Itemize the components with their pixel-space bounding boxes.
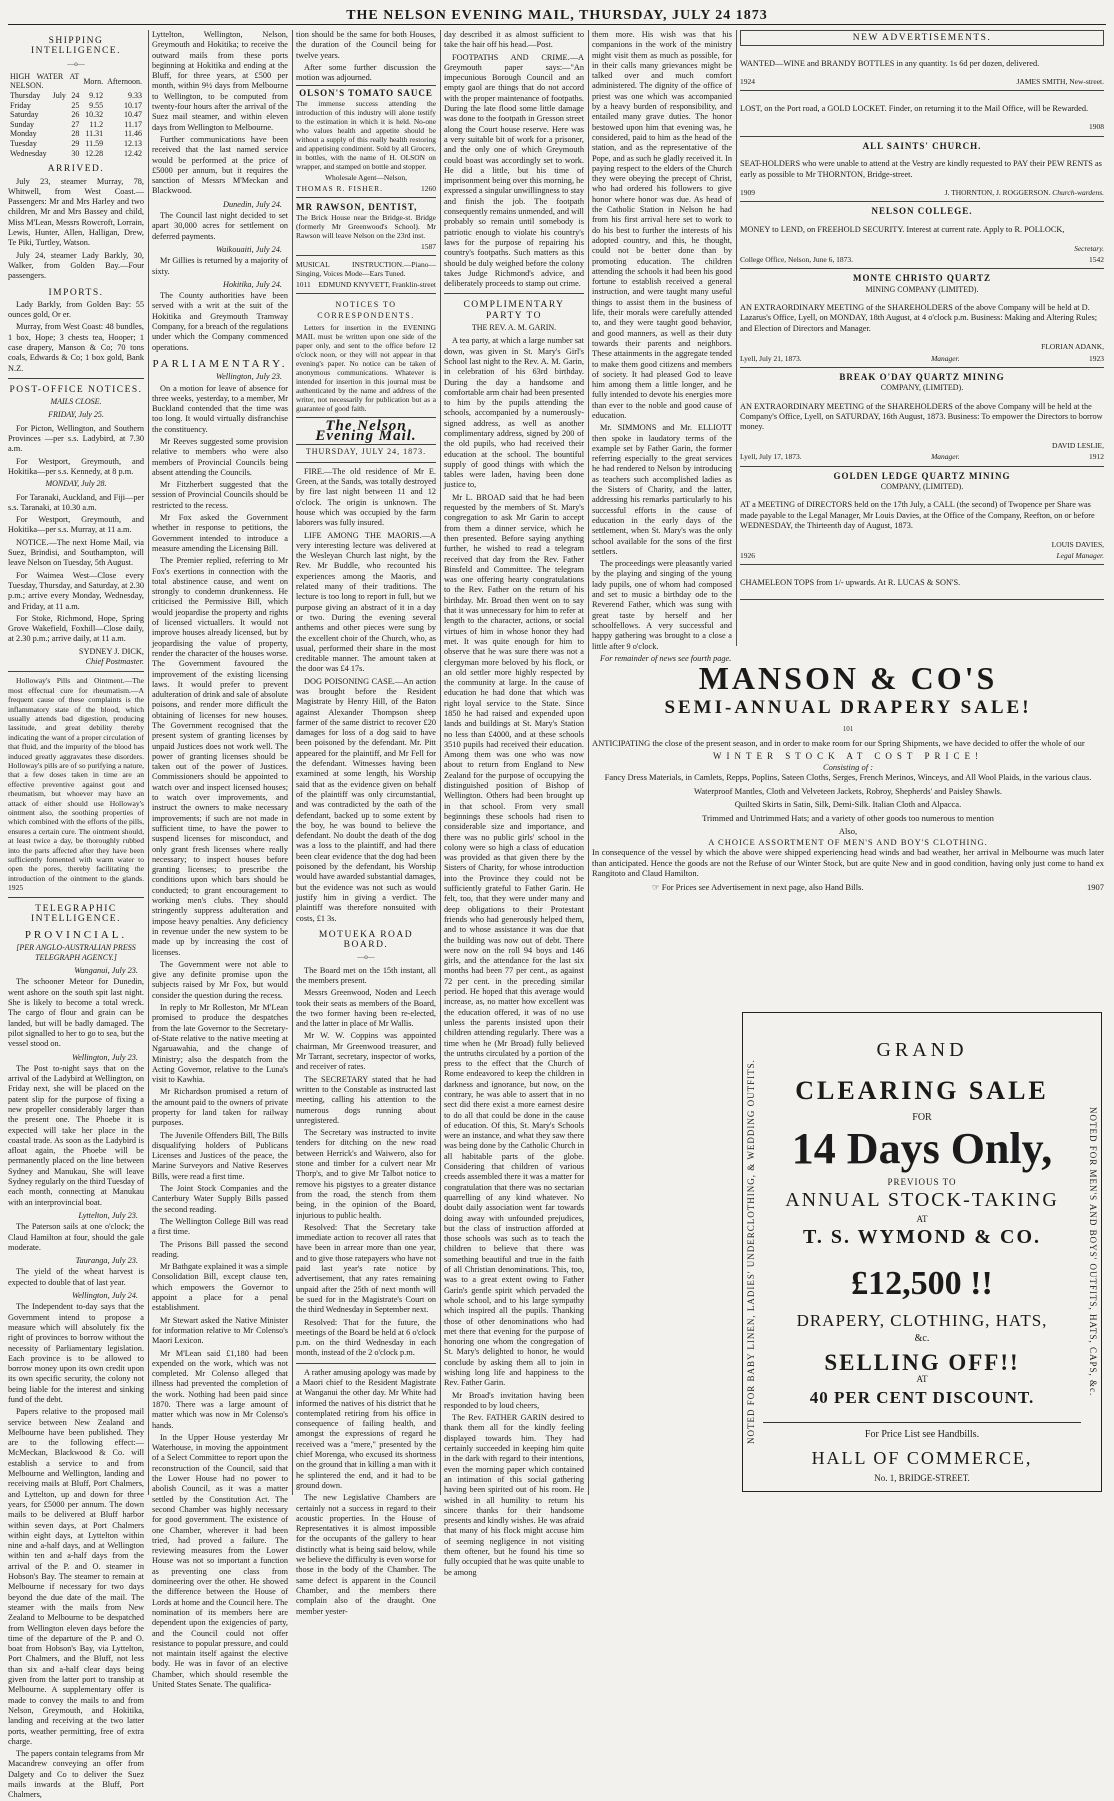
break-title: BREAK O'DAY QUARTZ MINING <box>839 371 1005 382</box>
golden-role: Legal Manager. <box>1056 550 1104 560</box>
tide-row <box>8 129 144 139</box>
wymond-inner <box>763 1013 1081 1491</box>
tide-morn: 9.12 <box>89 91 104 101</box>
rawson-body: The Brick House near the Bridge-st. Bridge (formerly Mr Greenwood's School). Mr Rawson will leave Nelson on the 23rd inst. <box>296 212 436 240</box>
imports-item: Murray, from West Coast: 48 bundles, 1 box, Hope; 3 chests tea, Hooper; 1 case drapery, Manson & Co; 70 tons coals, Edwards & Co; 1 box gold, Bank N.Z. <box>8 322 144 373</box>
article-text: The proceedings were pleasantly varied by the playing and singing of the young lady pupils, one of whom had composed and set to music a birthday ode to the Reverend Father, which was sung with great taste by herself and her schoolfellows. A very successful and happy gathering was brought to a close a little after 9 o'clock. <box>592 559 732 651</box>
remainder-note: For remainder of news see fourth page. <box>600 653 732 663</box>
college-title: NELSON COLLEGE. <box>871 206 973 217</box>
telegram-item: Further communications have been received that the last named service would be performed at the price of £5000 per annum, but it requires the sanction of Messrs M'Meckan and Blackwood. <box>152 134 288 196</box>
monte-role: Manager. <box>931 353 960 363</box>
break-footer-1 <box>740 441 1104 451</box>
shipping-heading: SHIPPING INTELLIGENCE. <box>31 36 121 57</box>
tide-month <box>51 110 69 120</box>
tide-morn: 11.2 <box>89 119 104 129</box>
news-item: FOOTPATHS AND CRIME.—A Greymouth paper says:—"An impecunious Borough Council and an empty gaol are things that do not accord with the proper maintenance of footpaths. During the late flood some little damage was done to the footpath in Gresson street along the Court house reserve. Here was a very suitable bit of work for a prisoner, and the only one of which Greymouth could boast was accordingly set to work. He did a little, but his time of imprisonment being over this morning, he expressed a singular unwillingness to stay and finish the job. The footpath consequently remains unmended, and will probably so remain until somebody is patriotic enough to violate his country's laws for the purpose of repairing his country's footpaths. Such matters as this should be duly weighed before the colony takes Judge Richmond's advice, and deliberately proceeds to stamp out crime. <box>444 52 584 289</box>
divider <box>296 1363 436 1364</box>
wymond-hall: HALL OF COMMERCE, <box>811 1448 1033 1468</box>
post-heading: POST-OFFICE NOTICES. <box>9 384 143 395</box>
break-number: 1912 <box>1089 452 1104 462</box>
tide-morn: 10.32 <box>85 110 104 120</box>
advertisements-column <box>740 30 1104 650</box>
post-subheading: MAILS CLOSE. <box>50 397 102 407</box>
separator: —o— <box>357 953 375 962</box>
telegram-item: The County authorities have been served with a writ at the suit of the Hokitika and Greymouth Tramway Company, for a breach of the regulations under which the Company commenced operations. <box>152 291 288 352</box>
arrived-item: July 23, steamer Murray, 78, Whitwell, from West Coast.—Passengers: Mr and Mrs Harley and two children, Mr and Mrs Bassey and child, Miss M'Lean, Messrs Rowcroft, Lorrain, Lewis, Hunter, Allen, Halligan, Drew, Te Piki, Turtley, Watson. <box>8 176 144 248</box>
chameleon-body: CHAMELEON TOPS from 1/- upwards. At R. LUCAS & SON'S. <box>740 577 961 587</box>
church-title: ALL SAINTS' CHURCH. <box>862 140 982 151</box>
dateline: Lyttelton, July 23. <box>78 1210 138 1220</box>
news-item: FIRE.—The old residence of Mr E. Green, at the Sands, was totally destroyed by fire last night between 11 and 12 o'clock. The origin is unknown. The house which was occupied by the farm laborers was fully insured. <box>296 466 436 528</box>
ads-heading: NEW ADVERTISEMENTS. <box>740 30 1104 46</box>
olson-ad <box>296 85 436 198</box>
manson-footer <box>592 882 1104 893</box>
telegram-item: The Post to-night says that on the arrival of the Ladybird at Wellington, on Friday next, she will be placed on the patent slip for the purpose of fixing a new propeller considerably larger than the present one. The Phoebe it is expected will take her place in the coastal trade. As soon as the Ladybird is afloat again, the Phoebe will be permanently placed on the line between Sydney and Manukau, She will leave Sydney regularly on the third Tuesday of each month, connecting at Manukau with an interprovincial boat. <box>8 1063 144 1207</box>
side-text-right: NOTED FOR MEN'S AND BOYS' OUTFITS, HATS, CAPS, &c. <box>1088 1107 1098 1397</box>
provincial-heading: PROVINCIAL. <box>24 929 128 942</box>
college-ad <box>740 204 1104 269</box>
tide-month <box>51 120 69 130</box>
tide-aft: 11.17 <box>124 119 142 129</box>
tide-aft: 12.42 <box>124 148 142 158</box>
news-item: Resolved: That for the future, the meetings of the Board be held at 6 o'clock p.m. on the third Wednesday in each month, instead of the 2 o'clock p.m. <box>296 1317 436 1358</box>
divider <box>444 293 584 294</box>
golden-footer-2 <box>740 551 1104 561</box>
manson-subtitle: SEMI-ANNUAL DRAPERY SALE! <box>664 697 1032 718</box>
news-item: The new Legislative Chambers are certainly not a success in regard to their acoustic properties. In the House of Representatives it is almost impossible for the occupants of the gallery to hear distinctly what is being said below, while we believe the difficulty is even worse for those in the body of the Chamber. The same defect is apparent in the Council Chamber, and the members there complain also of the draught. One member yester- <box>296 1493 436 1616</box>
college-place: College Office, Nelson, June 6, 1873. <box>740 254 853 264</box>
manson-prices: For Prices see Advertisement in next page, also Hand Bills. <box>661 881 864 892</box>
tide-table <box>8 72 144 158</box>
arrived-heading: ARRIVED. <box>47 164 105 175</box>
tide-day: Friday <box>10 100 31 110</box>
tide-label: HIGH WATER AT NELSON. <box>10 71 80 91</box>
manson-number: 101 <box>842 725 854 733</box>
rawson-title: MR RAWSON, DENTIST, <box>296 202 418 213</box>
monte-christo-ad <box>740 271 1104 368</box>
golden-subtitle: COMPANY, (LIMITED). <box>880 481 964 491</box>
motueka-heading: MOTUEKA ROAD BOARD. <box>318 929 414 951</box>
manson-line: Fancy Dress Materials, in Camlets, Repps, Poplins, Sateen Cloths, Serges, French Merinos, Winceys, and All Wool Plaids, in the various claus. <box>604 772 1092 782</box>
musical-ad <box>296 258 436 294</box>
post-item: For Stoke, Richmond, Hope, Spring Grove Wakefield, Foxhill—Close daily, at 2.30 p.m.; arrive daily, at 11 a.m. <box>8 613 144 644</box>
column-5 <box>592 30 737 663</box>
side-text-left: NOTED FOR BABY LINEN, LADIES' UNDERCLOTHING, & WEDDING OUTFITS. <box>746 1059 756 1445</box>
tide-day: Sunday <box>10 119 34 129</box>
dateline: Waikouaiti, July 24. <box>215 244 282 254</box>
dateline: Tauranga, July 23. <box>75 1256 138 1266</box>
imports-item: Lady Barkly, from Golden Bay: 55 ounces gold, Or er. <box>8 299 144 320</box>
tide-aft: 11.46 <box>124 129 142 139</box>
telegram-item: The Council last night decided to set apart 30,000 acres for settlement on deferred payments. <box>152 211 288 241</box>
tide-month <box>51 101 69 111</box>
college-footer-1 <box>740 244 1104 254</box>
golden-body: AT a MEETING of DIRECTORS held on the 17th July, a CALL (the second) of Twopence per Share was made payable to the Legal Manager, Mr Louis Davies, at the Office of the Company, Reefton, on or before WEDNESDAY, the Thirteenth day of August, 1873. <box>740 500 1095 531</box>
manson-title: MANSON & CO'S <box>698 660 998 696</box>
tide-aft: 10.47 <box>124 110 142 120</box>
parliament-item: The Wellington College Bill was read a first time. <box>152 1216 288 1237</box>
church-body: SEAT-HOLDERS who were unable to attend at the Vestry are kindly requested to PAY their PEW RENTS as early as possible to Mr THORNTON, Bridge-street. <box>740 159 1102 179</box>
telegram-item: The yield of the wheat harvest is expected to double that of last year. <box>8 1267 144 1287</box>
divider <box>296 462 436 463</box>
telegraph-heading: TELEGRAPHIC INTELLIGENCE. <box>31 903 121 924</box>
church-number: 1909 <box>740 188 755 198</box>
newspaper-nameplate: The Nelson Evening Mail. <box>296 417 436 446</box>
post-item: For Picton, Wellington, and Southern Provinces —per s.s. Ladybird, at 7.30 a.m. <box>8 423 144 454</box>
tide-day: Tuesday <box>10 139 37 149</box>
break-role: Manager. <box>931 452 960 462</box>
manson-line: Trimmed and Untrimmed Hats; and a variety of other goods too numerous to mention <box>702 812 994 823</box>
lost-footer <box>740 122 1104 132</box>
rawson-ad <box>296 200 436 256</box>
post-day: MONDAY, July 28. <box>45 479 107 489</box>
church-ad <box>740 139 1104 203</box>
news-item: The SECRETARY stated that he had written to the Constable as instructed last meeting, calling his attention to the numerous dogs running about unregistered. <box>296 1074 436 1125</box>
telegram-item: The Independent to-day says that the Government intend to propose a measure which will absolutely fix the right of provinces to borrow without the necessity of Parliamentary legislation. Each province is to be allowed to borrow money upon its own credit upon its own specific security, the colony not being liable for the interest and sinking fund of the debt. <box>8 1302 144 1404</box>
break-oday-ad <box>740 370 1104 467</box>
article-text: A tea party, at which a large number sat down, was given in St. Mary's Girl's School last night to the Rev. A. M. Garin, in celebration of his 63rd birthday. During the day a handsome and comfortable arm chair had been presented to him by the pupils attending the schools, accompanied by a numerously-signed address, as well as another complimentary address, signed by 200 of the old pupils, who had received their education at the school. The bountiful supply of good things with which the tables were laden, having been done justice to, <box>444 336 584 490</box>
parliament-item: Mr Fitzherbert suggested that the session of Provincial Councils should be restricted to the recess. <box>152 480 288 510</box>
article-text: Mr Broad's invitation having been responded to by loud cheers, <box>444 1390 584 1410</box>
tide-month: July <box>52 91 66 101</box>
telegram-item: Lyttelton, Wellington, Nelson, Greymouth and Hokitika; to receive the outward mails from these ports beginning at Hokitika and ending at the Bluff, for three years, at £500 per month, within 9½ days from Melbourne to Wellington, to be computed from twenty-four hours after the arrival of the Suez mail steamer, and within eleven days from Wellington to Melbourne. <box>152 30 288 132</box>
manson-line: Waterproof Mantles, Cloth and Velveteen Jackets, Robroy, Shepherds' and Paisley Shawls. <box>694 785 1002 796</box>
monte-footer-1 <box>740 342 1104 352</box>
tide-row <box>8 149 144 159</box>
parliament-item: Mr Stewart asked the Native Minister for information relative to Mr Colenso's Maori Lexicon. <box>152 1315 288 1346</box>
olson-title: OLSON'S TOMATO SAUCE <box>299 88 433 99</box>
parliament-item: The Premier replied, referring to Mr Fox's exertions in connection with the total abstinence cause, and went on strongly to condemn drunkenness. He criticised the Permissive Bill, which would jeopardise the property and rights of licensed victuallers. It would not improve houses already licensed, but by jeopardising the value of property, render the character of the houses worse. The Government favoured the improvement of the existing licensing laws. It would prefer to prevent adulteration of drink and sale of absolute poisons, and render more difficult the obtaining of licenses for new houses. The Government recognised that the present system of granting licenses by unpaid Justices does not work well. The power of granting licenses should be taken out of the power of Justices. Commissioners should be appointed to watch over and inspect licensed houses; to watch over improvements, and instruct the owners to make necessary improvements; if such are not made in sufficient time, to have the power to suspend licenses for misconduct, and only grant fresh licenses where really necessary; to inspect houses before granting licenses; to prescribe the conditions upon which bars should be conducted; to grant encouragement to working men's clubs. They should stringently suppress adulteration and impose heavy penalties. Any deficiency in revenue under the new system to be made up by increasing the cost of licenses. <box>152 556 288 957</box>
wanted-ad <box>740 48 1104 91</box>
wymond-grand: GRAND <box>876 1039 968 1061</box>
parliament-item: The Government were not able to give any definite promise upon the subjects raised by Mr Fox, but would consider the question during the recess. <box>152 959 288 1000</box>
manson-drapery-ad <box>592 660 1104 1006</box>
tide-morn: 11.59 <box>85 139 104 149</box>
column-4 <box>444 30 589 1577</box>
news-item: Resolved: That the Secretary take immediate action to recover all rates that have been in arrear more than one year, and to give those ratepayers who have not paid last year's rate notice by advertisement, that any rates remaining unpaid after the 25th of next month will be sued for in the Magistrate's Court on the third Wednesday in September next. <box>296 1222 436 1315</box>
article-text: The Rev. FATHER GARIN desired to thank them all for the kindly feeling displayed towards him. They had certainly succeeded in keeping him quite in the dark with regard to their intentions, even the morning paper which contained an intimation of this social gathering having been spirited out of his room. He wished in all humility to return his sincere thanks for their handsome presents and kindly wishes. He was afraid that many of his flock might accuse him of seeming negligence in not visiting them oftener, but he found his time so fully occupied that he was quite unable to be among <box>444 1413 584 1577</box>
tide-aft: 9.33 <box>128 91 142 101</box>
olson-number: 1260 <box>421 184 436 194</box>
telegram-item: The schooner Meteor for Dunedin, went ashore on the south spit last night. She is likely to become a total wreck. The cargo of flour and grain can be landed, but will be badly damaged. The pilot signalled to her to go to sea, but the vessel stood on. <box>8 977 144 1049</box>
monte-date: Lyell, July 21, 1873. <box>740 353 802 363</box>
divider <box>8 378 144 379</box>
article-text: them more. His wish was that his companions in the work of the ministry might visit them as much as possible, for in their calls many grievances might be talked over and much comfort administered. The dignity of the office of priest was one which was accompanied by a heavy burden of responsibility, and entailed many grave duties. The honor bestowed upon him that evening was, he considered, paid to him as the head of the station, and as the representative of the Pope, and as such he gladly received it. In paying respect to the elders of the Church they were obeying the precept of Christ, who had ordered his followers to give honor where honor was due. As head of the Catholic Station in Nelson he had from his first arrival here set to work to do his best to further the interests of his adopted country, and this, he thought, could not be better done than by promoting education. The children attending the schools it had been his good fortune to establish received a general instruction, and were taught many useful things to assist them in the business of life, their morals were carefully attended to, and they were taught good behavior, and good manners, as well as their duty towards their parents and neighbors. These attainments in the aggregate tended to make them good citizens and members of society. It had pleased God to leave him among them a little longer, and he fully intended to devote his energies more than ever to the noble and good cause of education. <box>592 30 732 420</box>
tide-date: 26 <box>71 110 80 120</box>
masthead-title: THE NELSON EVENING MAIL, THURSDAY, JULY 24 1873 <box>346 8 768 23</box>
news-item: The Secretary was instructed to invite tenders for ditching on the new road between Herrick's and Waiwero, also for stone and timber for a culvert near Mr Thorp's, and to give Mr Talbot notice to remove his pigstyes to a greater distance from the road, the stench from them being, in the opinion of the Board, injurious to public health. <box>296 1128 436 1220</box>
parliament-item: Mr Fox asked the Government whether in response to petitions, the Government intended to introduce a measure amending the Licensing Bill. <box>152 513 288 553</box>
complimentary-subheading: THE REV. A. M. GARIN. <box>471 323 557 333</box>
article-text: After some further discussion the motion was adjourned. <box>296 62 436 83</box>
telegram-item: Mr Gillies is returned by a majority of sixty. <box>152 256 288 276</box>
manson-ad-number: 1907 <box>1087 881 1104 892</box>
imports-heading: IMPORTS. <box>48 287 104 298</box>
monte-subtitle: MINING COMPANY (LIMITED). <box>865 284 979 294</box>
wanted-number: 1924 <box>740 77 755 87</box>
college-body: MONEY to LEND, on FREEHOLD SECURITY. Interest at current rate. Apply to R. POLLOCK, <box>740 225 1065 235</box>
wymond-at-2: AT <box>916 1374 928 1384</box>
wymond-address: No. 1, BRIDGE-STREET. <box>874 1473 970 1483</box>
church-name-2: J. ROGGERSON. <box>995 188 1051 198</box>
tide-morn: 11.31 <box>85 129 104 139</box>
parliament-item: The Juvenile Offenders Bill, The Bills disqualifying holders of Publicans Licenses and Justices of the peace, the Marine Surveyors and Native Reserves Bills, were read a first time. <box>152 1130 288 1181</box>
tide-day: Saturday <box>10 110 39 120</box>
telegram-item: The Paterson sails at one o'clock; the Claud Hamilton at four, should the gale moderate. <box>8 1222 144 1252</box>
news-item: The Board met on the 15th instant, all the members present. <box>296 965 436 985</box>
church-role: Church-wardens. <box>1052 188 1104 198</box>
tide-date: 29 <box>71 139 80 149</box>
column-1 <box>8 30 149 1800</box>
divider <box>8 671 144 672</box>
parliament-item: The Joint Stock Companies and the Canterbury Water Supply Bills passed the second reading. <box>152 1184 288 1214</box>
manson-also: Also, <box>838 826 858 836</box>
parliament-item: Mr Richardson promised a return of the amount paid to the owners of private property for land taken for railway purposes. <box>152 1087 288 1128</box>
tide-month <box>51 129 69 139</box>
break-name: DAVID LESLIE, <box>1052 440 1104 450</box>
wymond-for: FOR <box>912 1112 932 1123</box>
news-item: Mr W. W. Coppins was appointed chairman, Mr Greenwood treasurer, and Mr Tarrant, secretary, inspector of works, and receiver of rates. <box>296 1031 436 1072</box>
wymond-previous: PREVIOUS TO <box>887 1177 957 1187</box>
tide-row <box>8 101 144 111</box>
pointing-hand-icon: ☞ <box>652 881 662 892</box>
dateline: Wellington, July 23. <box>71 1052 138 1062</box>
tide-morn-header: Morn. <box>83 76 104 86</box>
post-day: FRIDAY, July 25. <box>48 410 104 420</box>
musical-footer <box>296 280 436 290</box>
manson-consisting: Consisting of : <box>822 761 874 772</box>
issue-date: THURSDAY, JULY 24, 1873. <box>305 447 427 457</box>
dateline: Dunedin, July 24. <box>223 199 282 209</box>
tide-row <box>8 110 144 120</box>
tide-row <box>8 91 144 101</box>
news-item: Messrs Greenwood, Noden and Leech took their seats as members of the Board, the two former having been re-elected, and the latter in place of Mr Wallis. <box>296 988 436 1029</box>
notices-body: Letters for insertion in the EVENING MAIL must be written upon one side of the paper only, and sent to the office before 12 o'clock noon, or they will not appear in that evening's paper. No notice can be taken of anonymous communications. Whatever is intended for insertion in this journal must be authenticated by the name and address of the writer, not necessarily for publication but as a guarantee of good faith. <box>296 322 436 413</box>
tide-month <box>51 149 69 159</box>
column-2 <box>152 30 293 1690</box>
dateline: Wellington, July 24. <box>71 1291 138 1301</box>
post-signature-title: Chief Postmaster. <box>85 657 144 666</box>
monte-footer-2 <box>740 354 1104 364</box>
lost-number: 1908 <box>1089 122 1104 132</box>
tide-morn: 12.28 <box>85 148 104 158</box>
tide-date: 25 <box>71 100 80 110</box>
tide-header <box>8 72 144 91</box>
wymond-at: AT <box>916 1214 928 1224</box>
musical-number: 1011 <box>296 279 311 289</box>
monte-body: AN EXTRAORDINARY MEETING of the SHAREHOLDERS of the above Company will be held at D. Lazarus's Office, Lyell, on MONDAY, 18th August, at 4 o'clock p.m. Business: Making and Altering Rules; and Election of Directors and Manager. <box>740 303 1098 333</box>
parliament-item: Mr Bathgate explained it was a simple Consolidation Bill, except clause ten, which empowers the Governor to appoint a place for a penal establishment. <box>152 1262 288 1313</box>
parliament-item: On a motion for leave of absence for three weeks, yesterday, to a member, Mr Buckland contended that the time was too long. It would virtually disfranchise the constituency. <box>152 383 288 434</box>
break-date: Lyell, July 17, 1873. <box>740 452 802 462</box>
news-item: A rather amusing apology was made by a Maori chief to the Resident Magistrate at Wanganui the other day. Mr White had informed the natives of his district that he contemplated retiring from his office in consequence of failing health, and amongst the expressions of regard he received was a "mere," presented by the chief Morenga, who excused its shortness on the ground that in killing a man with it he splintered the end, and it had to be ground down. <box>296 1367 436 1490</box>
golden-ledge-ad <box>740 469 1104 566</box>
wymond-selling: SELLING OFF!! <box>824 1350 1020 1375</box>
musical-body: MUSICAL INSTRUCTION.—Piano—Singing, Voices Mode—Ears Tuned. <box>296 259 436 278</box>
wymond-discount: 40 PER CENT DISCOUNT. <box>809 1388 1035 1407</box>
church-footer <box>740 188 1104 198</box>
telegram-item: The papers contain telegrams from Mr Macandrew conveying an offer from Dalgety and Co to deliver the Suez mails inwards at the Bluff, Port Chalmers, <box>8 1749 144 1800</box>
golden-name: LOUIS DAVIES, <box>1051 539 1104 549</box>
tide-date: 27 <box>71 119 80 129</box>
wymond-firm: T. S. WYMOND & CO. <box>802 1226 1042 1248</box>
wymond-clearing: CLEARING SALE <box>795 1076 1049 1105</box>
article-text: Mr L. BROAD said that he had been requested by the members of St. Mary's congregation to ask Mr Garin to accept from them a dinner service, which he then presented. Before saying anything further, he wished to read a telegram received that day from the Rev. Father Binsfeld and Committee. The telegram was one offering hearty congratulations to the Rev. Father on the return of his birthday. Mr. Broad then went on to say that it was unnecessary for him to refer at length to the character, actions, or social virtues of him in whose honor they had met. It was quite enough for him to observe that he was sure there was not a clergyman more beloved by his flock, or an old settler more highly respected by the community at large. In the cause of education he had done that which was right loyal service to the State. Since 1850 he had raised and expended upon lands and buildings at St. Mary's Station no less than £4000, and at these schools 3510 pupils had received their education. Among them was one who was now about to return from England to New Zealand for the purpose of occupying the distinguished position of Bishop of Wellington. Others had been brought up in that school. From very small beginnings these schools had risen to considerable size and importance, and there was no public girls' school in the colony were so high a class of education was provided as that given there by the Sisters of Charity, for whose introduction into the Province they could not be sufficiently grateful to Father Garin. He felt, too, that they were under many and deep obligations to their Protestant friends who had generously helped them, and to whose assistance it was due that the building was now out of debt. There were now on the roll 94 boys and 146 girls, and the attendance for the last six months had been 77 per cent., as against 72 per cent. in the preceding similar period. He hoped that this average would increase, as, no matter how excellent was the education offered, it was of no use unless the parents insisted upon their children attending regularly. There was a time when he (Mr Broad) fully believed the untruths circulated by a portion of the press to the effect that the Church of Rome endeavored to keep the children in darkness and ignorance, but now, on the contrary, he was able to assert that in no sect did there exist a more earnest desire to do all that could be done in the cause of education. Of this, St. Mary's Schools were an instance, and what they saw there was being done by the Catholic Church in all habitable parts of the globe. Considering that children of various creeds assembled there it was a matter for congratulation that there was no sectarian quarrelling of any kind whatever. No doubt daily association went far towards doing away with unfounded prejudices, but the class of instruction afforded at those schools was such as to teach the children to believe that there was something beautiful and true in the faith of all Christian denominations. This, too, was to a great extent owing to Father Garin's gentle spirit which pervaded the whole school, and to his large sympathy which inspired all the pupils. Thanking those of other denominations who had met there that evening for the purpose of honoring one whom the congregation of St. Mary's delighted to honor, he would conclude by asking them all to join in wishing long life and happiness to the Rev. Father Garin. <box>444 492 584 1388</box>
tide-date: 24 <box>71 91 80 101</box>
holloway-ad: Holloway's Pills and Ointment.—The most effectual cure for rheumatism.—A frequent cause of these complaints is the inflammatory state of the blood, which usually attends bad digestion, producing lassitude, and great debility thereby indicating the want of a proper circulation of that fluid, and the impurity of the blood has induced greatly aggravates these disorders. Holloway's pills are of so purifying a nature, that a few doses taken in time are an effective preventive against gout and rheumatism, but whoever may have an attack of either should use Holloway's ointment also, the soothing properties of which combined with the efforts of the pills, ensures a certain cure. The ointment should, at least twice a day, be thoroughly rubbed into the parts affected after they have been sufficiently fomented with warm water to open the pores, thereby facilitating the introduction of the ointment to the glands. 1925 <box>8 676 145 893</box>
olson-body: The immense success attending the introduction of this industry will alone testify to the estimation in which it is held. No-one who values health and appetite should be without a supply of this really health restoring and appetising condiment. Sold by all Grocers, in bottles, with the name of H. OLSON on wrapper, and stamped on bottle and stopper. <box>296 98 436 171</box>
wymond-days: 14 Days Only, <box>791 1124 1053 1173</box>
break-body: AN EXTRAORDINARY MEETING of the SHAREHOLDERS of the above Company will be held at the Company's Office, Lyell, on SATURDAY, 16th August, 1873. Business: To empower the Directors to borrow money. <box>740 401 1103 432</box>
lost-body: LOST, on the Port road, a GOLD LOCKET. Finder, on returning it to the Mail Office, will be Rewarded. <box>740 103 1089 113</box>
column-3 <box>296 30 441 1616</box>
musical-name: EDMUND KNYVETT, Franklin-street <box>318 279 436 289</box>
parliament-item: In reply to Mr Rolleston, Mr M'Lean promised to produce the despatches from the late Governor to the Secretary-of-State relative to the native meeting at Ngaruawahia, and the change of Ministry; also the despatch from the Acting Governor, relative to the Luna's visit to Kawhia. <box>152 1003 288 1085</box>
notices-heading: NOTICES TO CORRESPONDENTS. <box>317 300 415 320</box>
manson-line: Quilted Skirts in Satin, Silk, Demi-Silk. Italian Cloth and Alpacca. <box>734 799 962 809</box>
tide-date: 28 <box>71 129 80 139</box>
golden-title: GOLDEN LEDGE QUARTZ MINING <box>833 470 1011 481</box>
manson-choice: A CHOICE ASSORTMENT OF MEN'S AND BOY'S CLOTHING. <box>708 836 988 847</box>
separator: —o— <box>67 59 85 68</box>
wymond-annual: ANNUAL STOCK-TAKING <box>785 1189 1059 1211</box>
article-text: Mr. SIMMONS and Mr. ELLIOTT then spoke in laudatory terms of the example set by Father Garin, the former referring especially to the great services he had rendered to Nelson by introducing as teachers such accomplished ladies as the Sisters of Charity, and the latter, addressing his remarks particularly to his successful efforts in the cause of education in the early days of the settlement, when St. Mary's was the only school available for the sons of the first settlers. <box>592 423 732 556</box>
wymond-drapery: DRAPERY, CLOTHING, HATS, <box>796 1311 1048 1330</box>
lost-ad <box>740 93 1104 136</box>
complimentary-heading: COMPLIMENTARY PARTY TO <box>463 300 565 321</box>
tide-morn: 9.55 <box>89 100 104 110</box>
parliament-item: The Prisons Bill passed the second reading. <box>152 1239 288 1259</box>
wanted-footer <box>740 77 1104 87</box>
agency-line: [PER ANGLO-AUSTRALIAN PRESS TELEGRAPH AGENCY.] <box>16 942 136 962</box>
break-subtitle: COMPANY, (LIMITED). <box>880 383 964 393</box>
tide-aft: 12.13 <box>124 139 142 149</box>
news-item: DOG POISONING CASE.—An action was brought before the Resident Magistrate by Henry Hill, of the Baton against Alexander Thompson sheep farmer of the same district to recover £20 damages for loss of a dog said to have been poisoned by the defendant. Mr. Pitt appeared for the plaintiff, and Mr Fell for the defendant. Witnesses having been examined at some length, his Worship said that as the evidence given on behalf of the plaintiff was only circumstantial, and was contradicted by the oath of the defendant, backed up to some extent by the boy, he was bound to believe the defendant. No doubt the death of the dog was a loss to the plaintiff, and had there been clear evidence that the dog had been poisoned by the defendant, his Worship would have awarded substantial damages, but the evidence was not such as would justify him in giving a verdict. The plaintiff was therefore nonsuited with costs, £1 3s. <box>296 676 436 923</box>
wanted-name: JAMES SMITH, New-street. <box>1016 77 1104 87</box>
break-footer-2 <box>740 452 1104 462</box>
rawson-number: 1587 <box>421 241 436 251</box>
post-item: For Westport, Greymouth, and Hokitika—per s.s. Murray, at 11 a.m. <box>8 515 144 535</box>
post-item: NOTICE.—The next Home Mail, via Suez, Brindisi, and Southampton, will leave Nelson on Tuesday, 5th August. <box>8 537 144 568</box>
masthead <box>8 6 1106 25</box>
telegram-item: Papers relative to the proposed mail service between New Zealand and Melbourne have been published. They are to the following effect:—McMeckan, Blackwood & Co. will establish a service to and from Melbourne and Wellington, landing and receiving mails at Bluff, Port Chalmers, and Lyttelton, up and down for three years, for £5000 per annum. The down mails to be delivered at Bluff harbor within seven days, at Port Chalmers within eight days, at Lyttelton within nine and a-half days, and at Wellington within ten and a-half days from the arrival of the P. and O. steamer in Hobson's Bay. The steamer to remain at Melbourne if necessary for two days beyond the due date of the mail. The steamer with the mails from New Zealand to Melbourne to be despatched from Wellington eleven days before the time of the departure of the P. and O. boat from Hobson's Bay, via Lyttelton, Port Chalmers, and the Bluff, not less than six and a-half clear days being given from the latter port to tranship at Melbourne. A supplementary offer is made to convey the mails to and from Nelson, Greymouth, and Hokitika, landing and receiving at the two latter ports, weather permitting, free of extra charge. <box>8 1407 144 1746</box>
tide-day: Thursday <box>10 91 41 101</box>
tide-aft-header: Afternoon. <box>107 76 142 86</box>
parliament-item: Mr M'Lean said £1,180 had been expended on the work, which was not completed. Mr Colenso alleged that illness had prevented the completion of the work. Nothing had been paid since 1870. There was a large amount of matter which was now in Mr Colenso's hands. <box>152 1348 288 1430</box>
parliament-item: In the Upper House yesterday Mr Waterhouse, in moving the appointment of a Select Committee to report upon the reconstruction of the Council, said that the Lower House had no power to abolish Council, as it was a matter settled by the Constitution Act. The second Chamber was highly necessary for good government. The existence of one Chamber, wherever it had been tried, had proved a failure. The reviewing measures from the Lower House was not so important a function as preventing one class from domineering over the other. He showed the difference between the House of Lords at home and the Council here. The nomination of its members here are dependent upon the exigencies of party, and the Council could not offer resistance to popular pressure, and could not maintain itself against the elective body. He was in favor of an elective Chamber, which should resemble the United States Senate. The qualifica- <box>152 1432 288 1690</box>
wymond-etc: &c. <box>914 1333 930 1344</box>
parliament-item: Mr Reeves suggested some provision relative to members who were also members of Provincial Councils being absent attending the Councils. <box>152 436 288 477</box>
post-signature-name: SYDNEY J. DICK, <box>78 646 144 656</box>
college-number: 1542 <box>1089 254 1104 264</box>
college-role: Secretary. <box>1074 243 1104 253</box>
parliamentary-heading: PARLIAMENTARY. <box>152 357 288 370</box>
olson-footer <box>296 184 436 194</box>
wymond-price-list: For Price List see Handbills. <box>763 1422 1081 1440</box>
monte-title: MONTE CHRISTO QUARTZ <box>852 273 992 284</box>
manson-consequence: In consequence of the vessel by which the above were shipped experiencing head winds and bad weather, her arrival in Melbourne was much later than anticipated. Hence the goods are not the Refuse of our Winter Stock, but are quite New and in good condition, having only just come to hand ex Rangitoto and Claud Hamilton. <box>592 847 1104 878</box>
article-text: tion should be the same for both Houses, the duration of the Council being for twelve years. <box>296 30 436 60</box>
post-item: For Waimea West—Close every Tuesday, Thursday, and Saturday, at 2.30 p.m.; arrive every Monday, Wednesday, and Friday, at 11 a.m. <box>8 570 144 611</box>
news-item: day described it as almost sufficient to take the hair off his head.—Post. <box>444 30 584 50</box>
chameleon-ad <box>740 567 1104 600</box>
manson-stock: WINTER STOCK AT COST PRICE! <box>712 751 984 761</box>
tide-month <box>51 139 69 149</box>
college-footer-2 <box>740 255 1104 265</box>
dateline: Hokitika, July 24. <box>223 279 282 289</box>
golden-footer-1 <box>740 540 1104 550</box>
tide-date: 30 <box>71 148 80 158</box>
dateline: Wanganui, July 23. <box>74 966 138 976</box>
tide-aft: 10.17 <box>124 100 142 110</box>
tide-day: Monday <box>10 129 37 139</box>
tide-row <box>8 120 144 130</box>
church-name-1: J. THORNTON, <box>944 188 995 198</box>
monte-name: FLORIAN ADANK, <box>1041 342 1104 352</box>
arrived-item: July 24, steamer Lady Barkly, 30, Walker, from Golden Bay.—Four passengers. <box>8 250 144 281</box>
post-item: For Westport, Greymouth, and Hokitika—per s.s. Kennedy, at 8 p.m. <box>8 456 144 476</box>
manson-intro: ANTICIPATING the close of the present season, and in order to make room for our Spring Shipments, we have decided to offer the whole of our <box>592 737 1085 748</box>
news-item: LIFE AMONG THE MAORIS.—A very interesting lecture was delivered at the Wesleyan Church last night, by the Rev. Mr Buddle, who recounted his experiences among the Maoris, and related many of their traditions. The lecture is too long to report in full, but we purpose giving an abstract of it in a day or two. During the evening several anthems and other pieces were sung by the excellent choir of the Church, who, as usual, performed their share in the most creditable manner. The amount taken at the door was £4 17s. <box>296 530 436 674</box>
golden-number: 1926 <box>740 550 755 560</box>
wanted-body: WANTED—WINE and BRANDY BOTTLES in any quantity. 1s 6d per dozen, delivered. <box>740 58 1040 68</box>
divider <box>8 897 144 898</box>
post-item: For Taranaki, Auckland, and Fiji—per s.s. Taranaki, at 10.30 a.m. <box>8 492 144 512</box>
olson-agent: Wholesale Agent—Nelson, <box>324 172 408 182</box>
tide-row <box>8 139 144 149</box>
wymond-clearing-sale-ad <box>742 1012 1102 1492</box>
wymond-amount: £12,500 !! <box>851 1265 993 1302</box>
tide-day: Wednesday <box>10 148 47 158</box>
monte-number: 1923 <box>1089 353 1104 363</box>
olson-name: THOMAS R. FISHER. <box>296 184 384 194</box>
rawson-footer <box>296 242 436 252</box>
dateline: Wellington, July 23. <box>215 372 282 382</box>
